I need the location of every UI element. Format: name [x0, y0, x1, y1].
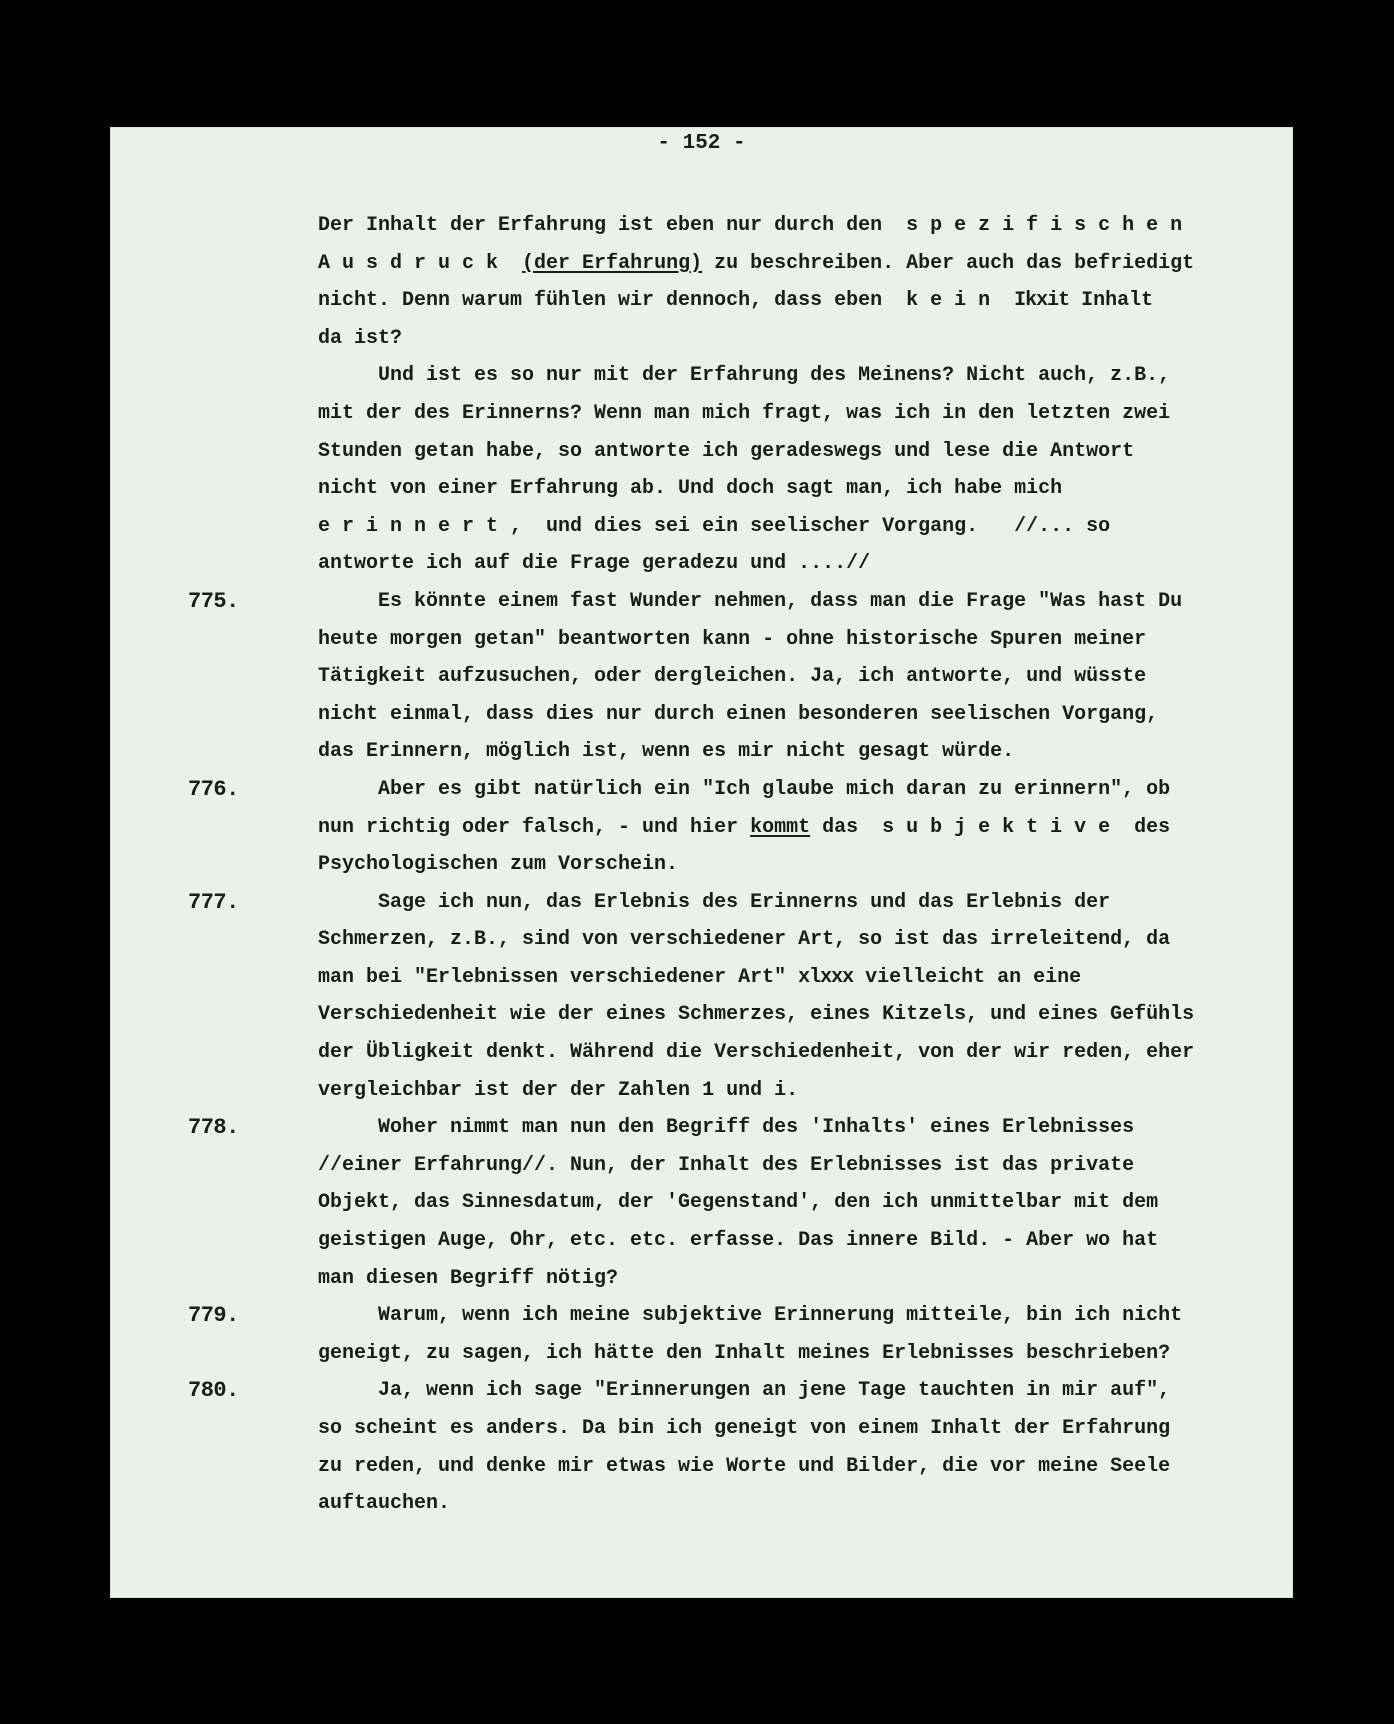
line-text: der Übligkeit denkt. Während die Verschiedenheit, von der wir reden, eher	[318, 1041, 1195, 1065]
text-line	[318, 470, 1286, 508]
line-text: das s u b j e k t i v e des	[810, 815, 1171, 839]
text-line	[318, 545, 1286, 583]
line-text: man bei "Erlebnissen verschiedener Art"	[318, 965, 799, 989]
underlined-text: kommt	[750, 815, 811, 839]
line-text: Und ist es so nur mit der Erfahrung des Meinens? Nicht auch, z.B.,	[318, 364, 1171, 388]
text-line	[318, 996, 1286, 1034]
line-text: e r i n n e r t , und dies sei ein seelischer Vorgang. //... so	[318, 514, 1111, 538]
line-text: Warum, wenn ich meine subjektive Erinnerung mitteile, bin ich nicht	[318, 1304, 1183, 1328]
line-text: zu beschreiben. Aber auch das befriedigt	[702, 251, 1195, 275]
line-text: Ja, wenn ich sage "Erinnerungen an jene Tage tauchten in mir auf",	[318, 1379, 1171, 1403]
line-text: antworte ich auf die Frage geradezu und ....//	[318, 552, 871, 576]
text-line	[318, 1072, 1286, 1110]
text-line	[318, 395, 1286, 433]
text-line	[188, 1109, 1286, 1147]
line-text: nicht einmal, dass dies nur durch einen besonderen seelischen Vorgang,	[318, 702, 1159, 726]
struck-out-text: Ikxit	[1014, 289, 1070, 313]
text-line	[318, 1335, 1286, 1373]
text-line	[318, 846, 1286, 884]
remark-number: 776.	[188, 776, 239, 802]
text-line	[318, 245, 1286, 283]
text-line	[188, 1372, 1286, 1410]
text-line	[318, 1485, 1286, 1523]
remark-number: 780.	[188, 1378, 239, 1404]
line-text: Stunden getan habe, so antworte ich geradeswegs und lese die Antwort	[318, 439, 1135, 463]
line-text: nun richtig oder falsch, - und hier	[318, 815, 751, 839]
text-line	[318, 809, 1286, 847]
text-line	[188, 583, 1286, 621]
line-text: da ist?	[318, 326, 403, 350]
text-line	[318, 696, 1286, 734]
line-text: nicht. Denn warum fühlen wir dennoch, dass eben k e i n	[318, 289, 1015, 313]
text-line	[318, 921, 1286, 959]
text-line	[318, 1184, 1286, 1222]
text-line	[318, 1034, 1286, 1072]
line-text: Psychologischen zum Vorschein.	[318, 853, 679, 877]
text-line	[318, 959, 1286, 997]
text-line	[318, 1147, 1286, 1185]
line-text: Inhalt	[1069, 289, 1154, 313]
line-text: Woher nimmt man nun den Begriff des 'Inhalts' eines Erlebnisses	[318, 1116, 1135, 1140]
text-line	[318, 433, 1286, 471]
text-line	[188, 1297, 1286, 1335]
page-number: - 152 -	[657, 132, 746, 155]
line-text: Verschiedenheit wie der eines Schmerzes, eines Kitzels, und eines Gefühls	[318, 1003, 1195, 1027]
text-line	[318, 658, 1286, 696]
line-text: Tätigkeit aufzusuchen, oder dergleichen. Ja, ich antworte, und wüsste	[318, 665, 1147, 689]
text-line	[318, 282, 1286, 320]
remark-number: 777.	[188, 889, 239, 915]
line-text: //einer Erfahrung//. Nun, der Inhalt des Erlebnisses ist das private	[318, 1153, 1135, 1177]
line-text: vergleichbar ist der der Zahlen 1 und i.	[318, 1078, 799, 1102]
text-line	[318, 621, 1286, 659]
line-text: heute morgen getan" beantworten kann - ohne historische Spuren meiner	[318, 627, 1147, 651]
line-text: Aber es gibt natürlich ein "Ich glaube mich daran zu erinnern", ob	[318, 777, 1171, 801]
line-text: mit der des Erinnerns? Wenn man mich fragt, was ich in den letzten zwei	[318, 401, 1171, 425]
body-text	[188, 207, 1286, 1523]
text-line	[318, 508, 1286, 546]
remark-number: 775.	[188, 588, 239, 614]
text-line	[318, 320, 1286, 358]
line-text: man diesen Begriff nötig?	[318, 1266, 619, 1290]
line-text: Der Inhalt der Erfahrung ist eben nur durch den s p e z i f i s c h e n	[318, 214, 1183, 237]
line-text: A u s d r u c k	[318, 251, 523, 275]
line-text: Schmerzen, z.B., sind von verschiedener Art, so ist das irreleitend, da	[318, 928, 1171, 952]
line-text: das Erinnern, möglich ist, wenn es mir nicht gesagt würde.	[318, 740, 1015, 764]
line-text: geistigen Auge, Ohr, etc. etc. erfasse. Das innere Bild. - Aber wo hat	[318, 1229, 1159, 1253]
line-text: geneigt, zu sagen, ich hätte den Inhalt meines Erlebnisses beschrieben?	[318, 1341, 1171, 1365]
line-text: auftauchen.	[318, 1492, 451, 1516]
line-text: zu reden, und denke mir etwas wie Worte und Bilder, die vor meine Seele	[318, 1454, 1171, 1478]
line-text: Es könnte einem fast Wunder nehmen, dass man die Frage "Was hast Du	[318, 589, 1183, 613]
underlined-text: (der Erfahrung)	[522, 251, 703, 275]
line-text: Objekt, das Sinnesdatum, der 'Gegenstand', den ich unmittelbar mit dem	[318, 1191, 1159, 1215]
struck-out-text: xlxxx	[798, 965, 854, 989]
text-line	[318, 1410, 1286, 1448]
remark-number: 779.	[188, 1303, 239, 1329]
line-text: nicht von einer Erfahrung ab. Und doch sagt man, ich habe mich	[318, 477, 1063, 501]
text-line	[188, 771, 1286, 809]
text-line	[318, 1222, 1286, 1260]
typescript-page	[110, 127, 1293, 1598]
line-text: so scheint es anders. Da bin ich geneigt von einem Inhalt der Erfahrung	[318, 1417, 1171, 1440]
line-text: vielleicht an eine	[853, 965, 1082, 989]
line-text: Sage ich nun, das Erlebnis des Erinnerns und das Erlebnis der	[318, 890, 1111, 914]
text-line	[188, 884, 1286, 922]
text-line	[318, 207, 1286, 245]
remark-number: 778.	[188, 1115, 239, 1141]
text-line	[318, 357, 1286, 395]
text-line	[318, 1260, 1286, 1298]
text-line	[318, 733, 1286, 771]
text-line	[318, 1448, 1286, 1486]
